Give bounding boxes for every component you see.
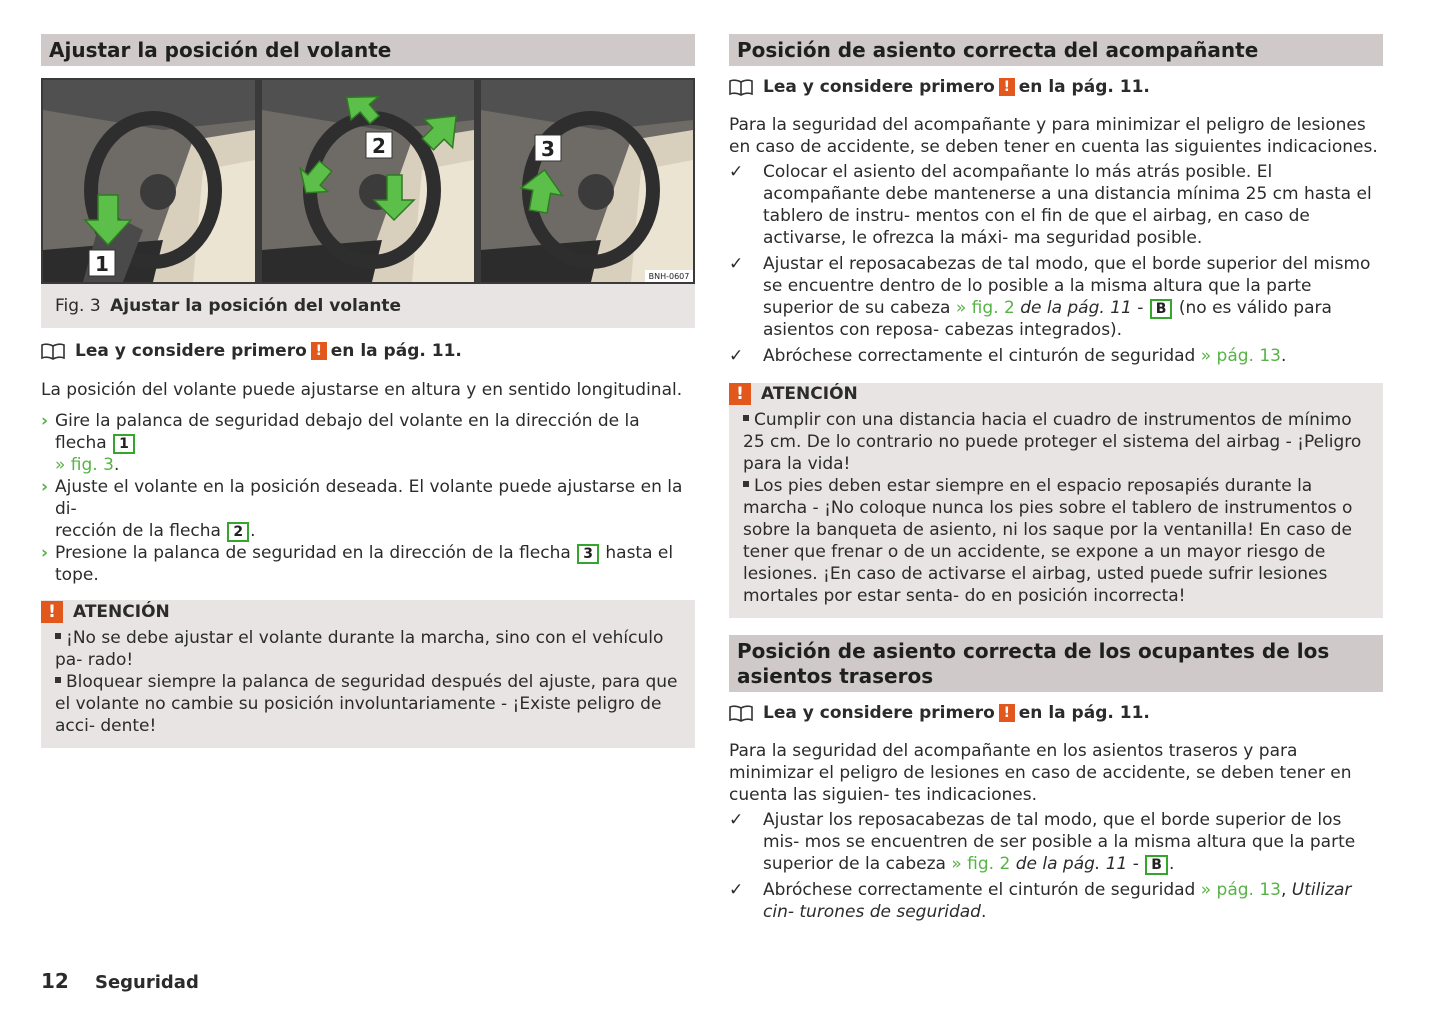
warning-box <box>41 600 695 748</box>
intro-text: La posición del volante puede ajustarse en altura y en sentido longitudinal. <box>41 380 683 400</box>
warning-header: ! ATENCIÓN <box>41 600 681 624</box>
page-footer <box>41 969 199 993</box>
check-item: ✓ Ajustar el reposacabezas de tal modo, que el borde superior del mismo se encuentre dentro de lo posible a la misma altura que la parte superior de su cabeza » fig. 2 de la pág. 11 - B (no es válido para asientos con reposa- cabezas integrados). <box>729 254 1371 340</box>
section-title: Ajustar la posición del volante <box>41 34 695 66</box>
page-link[interactable]: » pág. 13 <box>1200 346 1281 366</box>
page-reference[interactable]: en la pág. 11. <box>330 341 462 361</box>
step-item: › Presione la palanca de seguridad en la dirección de la flecha 3 hasta el tope. <box>41 543 674 585</box>
position-ref-box: B <box>1150 299 1173 319</box>
figure-3 <box>41 78 695 284</box>
left-column <box>41 34 695 748</box>
square-bullet-icon <box>55 677 61 683</box>
read-first-note: Lea y considere primero ! en la pág. 11. <box>41 340 695 362</box>
page-reference[interactable]: en la pág. 11. <box>1018 703 1150 723</box>
chevron-right-icon: › <box>41 477 49 497</box>
figure-panel-2 <box>262 80 474 282</box>
checkmark-icon: ✓ <box>729 810 744 830</box>
warning-icon: ! <box>999 78 1015 96</box>
checklist <box>729 809 1383 923</box>
warning-item: Bloquear siempre la palanca de seguridad después del ajuste, para que el volante no cambie su posición involuntariamente - ¡Existe peligro de acci- dente! <box>55 672 678 736</box>
square-bullet-icon <box>743 481 749 487</box>
section-title: Posición de asiento correcta de los ocupantes de los asientos traseros <box>729 635 1383 692</box>
intro-text: Para la seguridad del acompañante y para minimizar el peligro de lesiones en caso de accidente, se deben tener en cuenta las siguientes indicaciones. <box>729 115 1378 157</box>
figure-panel-1 <box>43 80 255 282</box>
page-number: 12 <box>41 969 69 993</box>
checkmark-icon: ✓ <box>729 254 744 274</box>
arrow-ref-box: 3 <box>577 544 599 564</box>
panel-label-2: 2 <box>372 134 386 158</box>
warning-item: Los pies deben estar siempre en el espacio reposapiés durante la marcha - ¡No coloque nunca los pies sobre el tablero de instrumentos o sobre la banqueta de asiento, ni los saque por la ventanilla! En caso de tener que frenar o de un accidente, se expone a un mayor riesgo de lesiones. ¡En caso de activarse el airbag, usted puede sufrir lesiones mortales por estar senta- do en posición incorrecta! <box>743 476 1353 606</box>
figure-link[interactable]: » fig. 2 <box>951 854 1011 874</box>
warning-icon: ! <box>311 342 327 360</box>
figure-link[interactable]: » fig. 2 <box>955 298 1015 318</box>
figure-panel-3 <box>481 80 693 282</box>
checkmark-icon: ✓ <box>729 346 744 366</box>
check-item: ✓ Abróchese correctamente el cinturón de seguridad » pág. 13, Utilizar cin- turones de seguridad. <box>729 880 1352 922</box>
step-item: › Gire la palanca de seguridad debajo del volante en la dirección de la flecha 1 » fig. 3. <box>41 411 640 475</box>
warning-item: ¡No se debe ajustar el volante durante la marcha, sino con el vehículo pa- rado! <box>55 628 664 670</box>
steering-illustration-3 <box>481 80 693 282</box>
checkmark-icon: ✓ <box>729 162 744 182</box>
warning-header: ! ATENCIÓN <box>729 383 1369 405</box>
figure-link[interactable]: » fig. 3 <box>55 455 114 475</box>
position-ref-box: B <box>1145 855 1168 875</box>
step-item: › Ajuste el volante en la posición deseada. El volante puede ajustarse en la di- rección de la flecha 2 . <box>41 477 683 541</box>
book-icon <box>729 704 753 722</box>
check-item: ✓ Colocar el asiento del acompañante lo más atrás posible. El acompañante debe mantenerse a una distancia mínima 25 cm hasta el tablero de instru- mentos con el fin de que el airbag, en caso de activarse, le ofrezca la máxi- ma seguridad posible. <box>729 162 1372 248</box>
right-column <box>729 34 1383 923</box>
chevron-right-icon: › <box>41 543 49 563</box>
page-reference[interactable]: en la pág. 11. <box>1018 77 1150 97</box>
square-bullet-icon <box>55 633 61 639</box>
book-icon <box>729 78 753 96</box>
warning-icon: ! <box>729 383 751 405</box>
intro-text: Para la seguridad del acompañante en los asientos traseros y para minimizar el peligro de lesiones en caso de accidente, se deben tener en cuenta las siguien- tes indicaciones. <box>729 741 1352 805</box>
figure-number: Fig. 3 <box>55 296 101 316</box>
check-item: ✓ Abróchese correctamente el cinturón de seguridad » pág. 13. <box>729 346 1287 366</box>
page-link[interactable]: » pág. 13 <box>1200 880 1281 900</box>
panel-label-1: 1 <box>95 252 109 276</box>
book-icon <box>41 342 65 360</box>
arrow-ref-box: 2 <box>227 522 249 542</box>
read-first-note: Lea y considere primero ! en la pág. 11. <box>729 702 1383 724</box>
warning-box <box>729 383 1383 618</box>
panel-label-3: 3 <box>541 137 555 161</box>
check-item: ✓ Ajustar los reposacabezas de tal modo, que el borde superior de los mis- mos se encuentren de ser posible a la misma altura que la parte superior de la cabeza » fig. 2 de la pág. 11 - B . <box>729 810 1356 874</box>
arrow-ref-box: 1 <box>113 434 135 454</box>
warning-icon: ! <box>41 601 63 623</box>
checklist <box>729 161 1383 367</box>
read-first-note: Lea y considere primero ! en la pág. 11. <box>729 76 1383 98</box>
checkmark-icon: ✓ <box>729 880 744 900</box>
warning-item: Cumplir con una distancia hacia el cuadro de instrumentos de mínimo 25 cm. De lo contrario no puede proteger el sistema del airbag - ¡Peligro para la vida! <box>743 410 1362 474</box>
square-bullet-icon <box>743 415 749 421</box>
section-title: Posición de asiento correcta del acompañante <box>729 34 1383 66</box>
steering-illustration-1 <box>43 80 255 282</box>
footer-section: Seguridad <box>95 972 199 993</box>
warning-icon: ! <box>999 704 1015 722</box>
figure-caption <box>41 284 695 328</box>
chevron-right-icon: › <box>41 411 49 431</box>
steps-list <box>41 410 695 586</box>
figure-code: BNH-0607 <box>648 272 690 281</box>
figure-caption-text: Ajustar la posición del volante <box>110 296 402 316</box>
steering-illustration-2 <box>262 80 474 282</box>
